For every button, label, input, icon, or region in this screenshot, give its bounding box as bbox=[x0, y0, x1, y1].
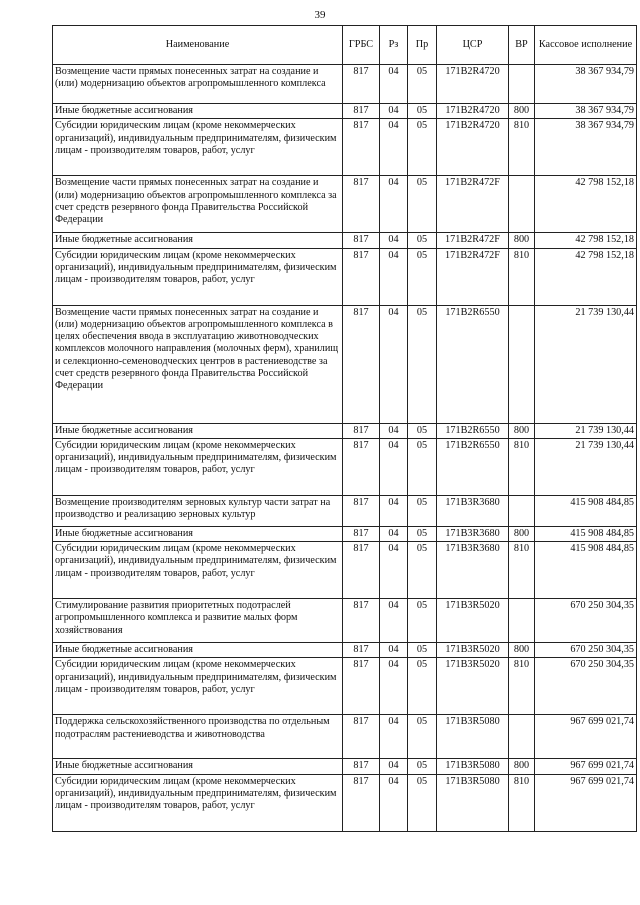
cell-name: Стимулирование развития приоритетных подотраслей агропромышленного комплекса и развитие малых форм хозяйствования bbox=[53, 599, 343, 643]
cell-rz: 04 bbox=[380, 599, 408, 643]
cell-grbs: 817 bbox=[343, 65, 380, 104]
cell-grbs: 817 bbox=[343, 715, 380, 759]
cell-rz: 04 bbox=[380, 438, 408, 495]
cell-csr: 171B3R5020 bbox=[437, 658, 509, 715]
cell-name: Иные бюджетные ассигнования bbox=[53, 759, 343, 774]
cell-grbs: 817 bbox=[343, 495, 380, 526]
table-row bbox=[53, 774, 637, 831]
header-grbs: ГРБС bbox=[343, 26, 380, 65]
cell-name: Субсидии юридическим лицам (кроме некоммерческих организаций), индивидуальным предпринимателям, физическим лицам - производителям товаров, работ, услуг bbox=[53, 542, 343, 599]
cell-name: Возмещение производителям зерновых культур части затрат на производство и реализацию зерновых культур bbox=[53, 495, 343, 526]
table-row bbox=[53, 715, 637, 759]
cell-name: Иные бюджетные ассигнования bbox=[53, 643, 343, 658]
header-rz: Рз bbox=[380, 26, 408, 65]
cell-grbs: 817 bbox=[343, 526, 380, 541]
table-row bbox=[53, 495, 637, 526]
cell-amount: 415 908 484,85 bbox=[535, 495, 637, 526]
header-pr: Пр bbox=[408, 26, 437, 65]
cell-pr: 05 bbox=[408, 774, 437, 831]
cell-amount: 415 908 484,85 bbox=[535, 526, 637, 541]
cell-name: Поддержка сельскохозяйственного производства по отдельным подотраслям растениеводства и животноводства bbox=[53, 715, 343, 759]
cell-rz: 04 bbox=[380, 715, 408, 759]
cell-grbs: 817 bbox=[343, 233, 380, 248]
cell-grbs: 817 bbox=[343, 104, 380, 119]
cell-csr: 171B2R472F bbox=[437, 248, 509, 305]
cell-amount: 38 367 934,79 bbox=[535, 119, 637, 176]
cell-grbs: 817 bbox=[343, 248, 380, 305]
cell-csr: 171B2R472F bbox=[437, 233, 509, 248]
header-csr: ЦСР bbox=[437, 26, 509, 65]
cell-name: Субсидии юридическим лицам (кроме некоммерческих организаций), индивидуальным предпринимателям, физическим лицам - производителям товаров, работ, услуг bbox=[53, 658, 343, 715]
cell-csr: 171B3R5080 bbox=[437, 715, 509, 759]
budget-execution-table bbox=[52, 25, 637, 832]
cell-vr: 800 bbox=[509, 759, 535, 774]
cell-grbs: 817 bbox=[343, 599, 380, 643]
cell-pr: 05 bbox=[408, 104, 437, 119]
cell-rz: 04 bbox=[380, 774, 408, 831]
header-name: Наименование bbox=[53, 26, 343, 65]
table-row bbox=[53, 542, 637, 599]
cell-rz: 04 bbox=[380, 643, 408, 658]
cell-amount: 670 250 304,35 bbox=[535, 658, 637, 715]
cell-vr: 810 bbox=[509, 438, 535, 495]
header-vr: ВР bbox=[509, 26, 535, 65]
table-body bbox=[53, 65, 637, 832]
cell-pr: 05 bbox=[408, 119, 437, 176]
cell-rz: 04 bbox=[380, 65, 408, 104]
cell-rz: 04 bbox=[380, 759, 408, 774]
cell-pr: 05 bbox=[408, 526, 437, 541]
cell-rz: 04 bbox=[380, 658, 408, 715]
cell-vr: 800 bbox=[509, 643, 535, 658]
cell-vr bbox=[509, 305, 535, 423]
cell-pr: 05 bbox=[408, 305, 437, 423]
cell-vr: 810 bbox=[509, 658, 535, 715]
cell-vr: 800 bbox=[509, 526, 535, 541]
cell-amount: 21 739 130,44 bbox=[535, 305, 637, 423]
cell-vr: 800 bbox=[509, 423, 535, 438]
table-row bbox=[53, 526, 637, 541]
cell-name: Возмещение части прямых понесенных затрат на создание и (или) модернизацию объектов агропромышленного комплекса в целях обеспечения ввода в эксплуатацию животноводческих комплексов молочного направления (молочных ферм), хранилищ и селекционно-семеноводческих центров в растениеводстве за счет средств резервного фонда Правительства Российской Федерации bbox=[53, 305, 343, 423]
cell-vr bbox=[509, 65, 535, 104]
cell-pr: 05 bbox=[408, 658, 437, 715]
cell-name: Субсидии юридическим лицам (кроме некоммерческих организаций), индивидуальным предпринимателям, физическим лицам - производителям товаров, работ, услуг bbox=[53, 119, 343, 176]
cell-vr: 800 bbox=[509, 104, 535, 119]
cell-vr bbox=[509, 599, 535, 643]
cell-pr: 05 bbox=[408, 248, 437, 305]
cell-csr: 171B3R5020 bbox=[437, 643, 509, 658]
cell-name: Иные бюджетные ассигнования bbox=[53, 233, 343, 248]
table-header-row bbox=[53, 26, 637, 65]
cell-rz: 04 bbox=[380, 104, 408, 119]
cell-grbs: 817 bbox=[343, 542, 380, 599]
cell-grbs: 817 bbox=[343, 119, 380, 176]
cell-pr: 05 bbox=[408, 65, 437, 104]
cell-pr: 05 bbox=[408, 715, 437, 759]
cell-pr: 05 bbox=[408, 423, 437, 438]
cell-name: Субсидии юридическим лицам (кроме некоммерческих организаций), индивидуальным предпринимателям, физическим лицам - производителям товаров, работ, услуг bbox=[53, 438, 343, 495]
cell-csr: 171B3R5020 bbox=[437, 599, 509, 643]
cell-rz: 04 bbox=[380, 119, 408, 176]
table-row bbox=[53, 305, 637, 423]
cell-rz: 04 bbox=[380, 248, 408, 305]
cell-grbs: 817 bbox=[343, 643, 380, 658]
cell-pr: 05 bbox=[408, 438, 437, 495]
cell-vr: 810 bbox=[509, 774, 535, 831]
cell-grbs: 817 bbox=[343, 658, 380, 715]
table-row bbox=[53, 176, 637, 233]
table-row bbox=[53, 438, 637, 495]
table-row bbox=[53, 643, 637, 658]
cell-amount: 38 367 934,79 bbox=[535, 104, 637, 119]
cell-vr: 810 bbox=[509, 542, 535, 599]
cell-pr: 05 bbox=[408, 176, 437, 233]
cell-pr: 05 bbox=[408, 542, 437, 599]
cell-rz: 04 bbox=[380, 305, 408, 423]
cell-pr: 05 bbox=[408, 599, 437, 643]
cell-vr bbox=[509, 176, 535, 233]
cell-name: Иные бюджетные ассигнования bbox=[53, 526, 343, 541]
cell-name: Субсидии юридическим лицам (кроме некоммерческих организаций), индивидуальным предпринимателям, физическим лицам - производителям товаров, работ, услуг bbox=[53, 774, 343, 831]
cell-name: Субсидии юридическим лицам (кроме некоммерческих организаций), индивидуальным предпринимателям, физическим лицам - производителям товаров, работ, услуг bbox=[53, 248, 343, 305]
cell-grbs: 817 bbox=[343, 774, 380, 831]
cell-amount: 42 798 152,18 bbox=[535, 248, 637, 305]
cell-grbs: 817 bbox=[343, 176, 380, 233]
cell-pr: 05 bbox=[408, 233, 437, 248]
cell-amount: 967 699 021,74 bbox=[535, 715, 637, 759]
cell-name: Иные бюджетные ассигнования bbox=[53, 104, 343, 119]
cell-csr: 171B2R6550 bbox=[437, 438, 509, 495]
cell-csr: 171B2R4720 bbox=[437, 119, 509, 176]
table-row bbox=[53, 423, 637, 438]
table-row bbox=[53, 599, 637, 643]
table-row bbox=[53, 248, 637, 305]
cell-rz: 04 bbox=[380, 423, 408, 438]
table-row bbox=[53, 658, 637, 715]
header-amount: Кассовое исполнение bbox=[535, 26, 637, 65]
cell-amount: 967 699 021,74 bbox=[535, 774, 637, 831]
cell-rz: 04 bbox=[380, 526, 408, 541]
table-row bbox=[53, 759, 637, 774]
cell-amount: 415 908 484,85 bbox=[535, 542, 637, 599]
cell-csr: 171B3R3680 bbox=[437, 495, 509, 526]
cell-rz: 04 bbox=[380, 495, 408, 526]
cell-vr bbox=[509, 715, 535, 759]
cell-vr: 810 bbox=[509, 248, 535, 305]
cell-csr: 171B2R6550 bbox=[437, 305, 509, 423]
cell-grbs: 817 bbox=[343, 759, 380, 774]
cell-pr: 05 bbox=[408, 759, 437, 774]
cell-amount: 670 250 304,35 bbox=[535, 643, 637, 658]
cell-csr: 171B2R6550 bbox=[437, 423, 509, 438]
cell-amount: 42 798 152,18 bbox=[535, 176, 637, 233]
cell-csr: 171B3R3680 bbox=[437, 542, 509, 599]
cell-name: Возмещение части прямых понесенных затрат на создание и (или) модернизацию объектов агропромышленного комплекса за счет средств резервного фонда Правительства Российской Федерации bbox=[53, 176, 343, 233]
cell-rz: 04 bbox=[380, 176, 408, 233]
cell-name: Возмещение части прямых понесенных затрат на создание и (или) модернизацию объектов агропромышленного комплекса bbox=[53, 65, 343, 104]
cell-rz: 04 bbox=[380, 233, 408, 248]
cell-amount: 670 250 304,35 bbox=[535, 599, 637, 643]
cell-grbs: 817 bbox=[343, 423, 380, 438]
cell-amount: 21 739 130,44 bbox=[535, 423, 637, 438]
cell-csr: 171B3R3680 bbox=[437, 526, 509, 541]
cell-amount: 967 699 021,74 bbox=[535, 759, 637, 774]
cell-vr: 810 bbox=[509, 119, 535, 176]
cell-amount: 38 367 934,79 bbox=[535, 65, 637, 104]
cell-vr: 800 bbox=[509, 233, 535, 248]
cell-pr: 05 bbox=[408, 495, 437, 526]
table-row bbox=[53, 119, 637, 176]
table-row bbox=[53, 104, 637, 119]
cell-csr: 171B3R5080 bbox=[437, 759, 509, 774]
page-number: 39 bbox=[314, 9, 326, 21]
cell-amount: 21 739 130,44 bbox=[535, 438, 637, 495]
cell-pr: 05 bbox=[408, 643, 437, 658]
cell-csr: 171B3R5080 bbox=[437, 774, 509, 831]
cell-grbs: 817 bbox=[343, 438, 380, 495]
table-row bbox=[53, 65, 637, 104]
cell-grbs: 817 bbox=[343, 305, 380, 423]
cell-vr bbox=[509, 495, 535, 526]
table-row bbox=[53, 233, 637, 248]
cell-amount: 42 798 152,18 bbox=[535, 233, 637, 248]
cell-name: Иные бюджетные ассигнования bbox=[53, 423, 343, 438]
cell-csr: 171B2R4720 bbox=[437, 65, 509, 104]
cell-rz: 04 bbox=[380, 542, 408, 599]
cell-csr: 171B2R4720 bbox=[437, 104, 509, 119]
cell-csr: 171B2R472F bbox=[437, 176, 509, 233]
